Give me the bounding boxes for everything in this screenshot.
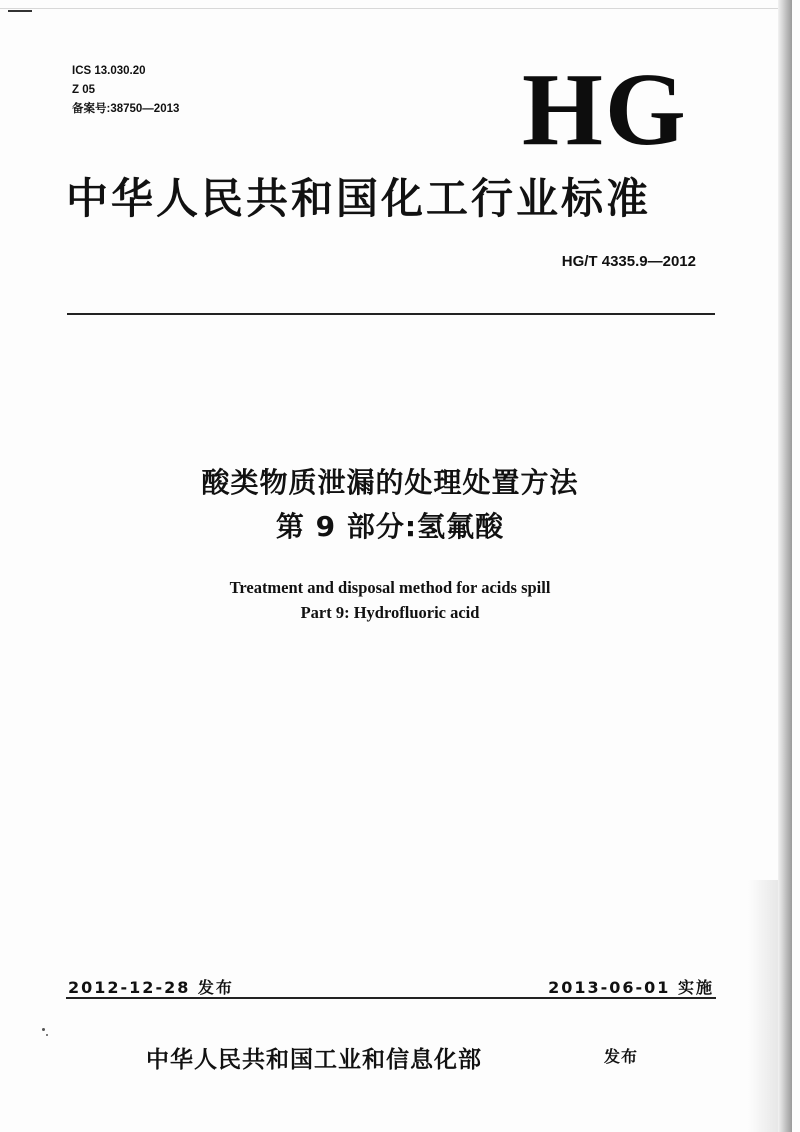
ccs-number: Z 05 [72, 84, 96, 96]
title-en-line2: Part 9: Hydrofluoric acid [300, 603, 480, 622]
implementation-date: 2013-06-01 实施 [548, 978, 714, 997]
date-divider [66, 997, 716, 999]
crop-mark [8, 10, 32, 12]
hg-logo: HG [522, 52, 688, 167]
issue-date: 2012-12-28 发布 [68, 978, 234, 997]
publisher-name: 中华人民共和国工业和信息化部 [146, 1046, 482, 1073]
scan-speck [42, 1028, 45, 1031]
ics-number: ICS 13.030.20 [72, 65, 146, 77]
classification-block [72, 62, 179, 119]
standard-category-title: 中华人民共和国化工行业标准 [66, 174, 652, 223]
title-cn-line1: 酸类物质泄漏的处理处置方法 [201, 466, 579, 499]
title-en-line1: Treatment and disposal method for acids spill [229, 578, 551, 597]
scan-edge-shadow [778, 0, 792, 1132]
filing-number: 备案号:38750—2013 [72, 103, 180, 115]
scan-corner-shadow [748, 880, 778, 1132]
title-cn-line2: 第 9 部分:氢氟酸 [275, 510, 505, 543]
header-divider [67, 313, 715, 315]
scan-top-rule [0, 8, 790, 9]
publisher-action: 发布 [604, 1047, 639, 1066]
scan-speck [46, 1034, 48, 1036]
standard-code: HG/T 4335.9—2012 [561, 253, 696, 270]
